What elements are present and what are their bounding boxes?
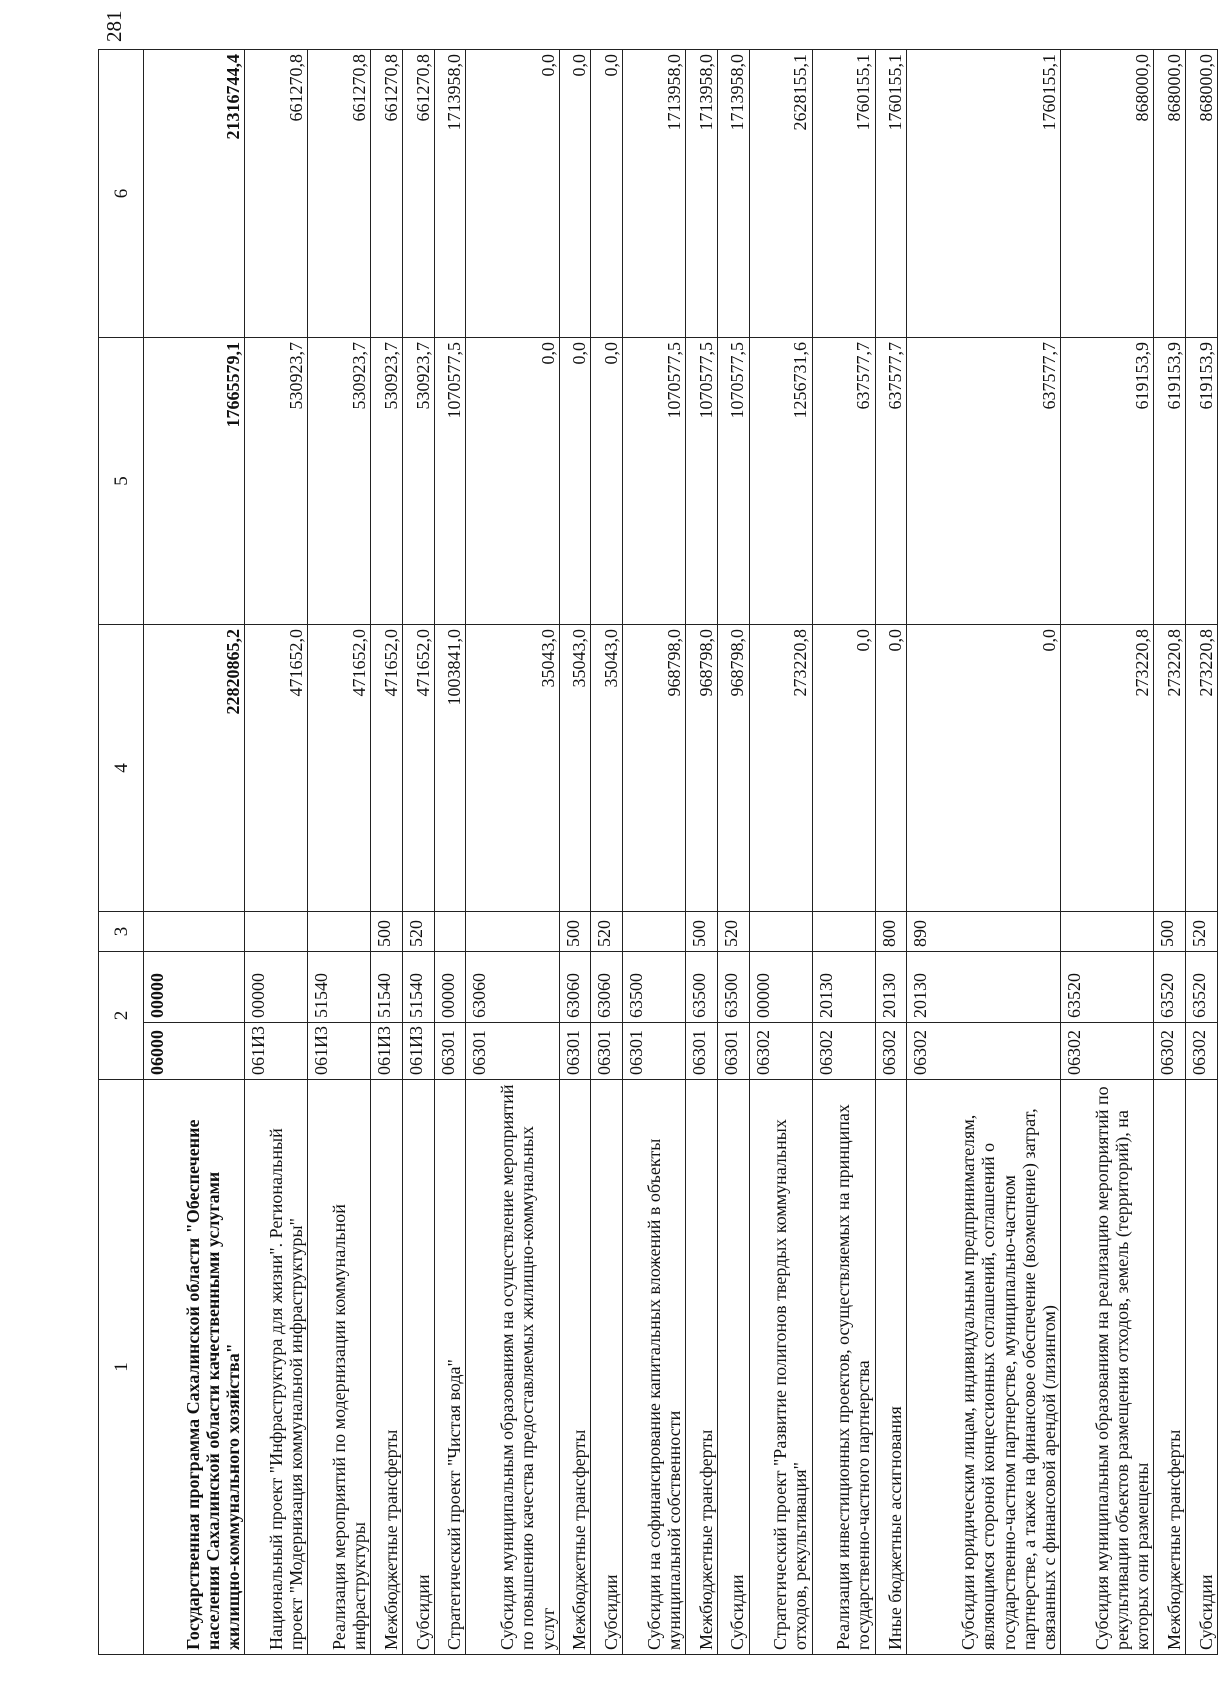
budget-table <box>98 49 1218 1655</box>
page-number: 281 <box>102 10 126 42</box>
row-code-direction: 63520 <box>1061 952 1154 1023</box>
row-value-col6: 2628155,1 <box>749 50 812 338</box>
table-row <box>144 50 245 1655</box>
row-name: Межбюджетные трансферты <box>1154 1080 1186 1655</box>
row-value-col4: 0,0 <box>812 625 875 912</box>
row-value-col5: 530923,7 <box>245 338 308 625</box>
header-col-3: 3 <box>99 912 144 952</box>
row-code-direction: 20130 <box>907 952 1061 1023</box>
row-expense-type: 520 <box>717 912 749 952</box>
table-row <box>875 50 907 1655</box>
row-value-col5: 530923,7 <box>371 338 403 625</box>
row-value-col4: 35043,0 <box>591 625 623 912</box>
row-value-col6: 868000,0 <box>1186 50 1218 338</box>
row-value-col5: 619153,9 <box>1186 338 1218 625</box>
header-col-1: 1 <box>99 1080 144 1655</box>
row-code-direction: 00000 <box>245 952 308 1023</box>
row-value-col4: 968798,0 <box>717 625 749 912</box>
row-name: Субсидии <box>403 1080 435 1655</box>
table-row <box>434 50 466 1655</box>
row-value-col5: 17665579,1 <box>144 338 245 625</box>
header-col-6: 6 <box>99 50 144 338</box>
row-expense-type: 500 <box>686 912 718 952</box>
row-value-col5: 637577,7 <box>907 338 1061 625</box>
row-value-col5: 1256731,6 <box>749 338 812 625</box>
row-code-direction: 63060 <box>466 952 559 1023</box>
table-row <box>686 50 718 1655</box>
table-row <box>1061 50 1154 1655</box>
row-code-program: 06301 <box>717 1023 749 1080</box>
row-value-col4: 273220,8 <box>1061 625 1154 912</box>
row-value-col6: 1713958,0 <box>434 50 466 338</box>
table-row <box>403 50 435 1655</box>
row-value-col5: 530923,7 <box>308 338 371 625</box>
row-code-program: 061И3 <box>308 1023 371 1080</box>
row-value-col4: 968798,0 <box>623 625 686 912</box>
row-code-program: 06301 <box>591 1023 623 1080</box>
row-expense-type: 500 <box>371 912 403 952</box>
row-value-col4: 273220,8 <box>1186 625 1218 912</box>
row-expense-type <box>1061 912 1154 952</box>
table-row <box>717 50 749 1655</box>
row-code-direction: 63520 <box>1186 952 1218 1023</box>
table-row <box>559 50 591 1655</box>
row-value-col6: 21316744,4 <box>144 50 245 338</box>
row-name: Субсидия муниципальным образованиям на осуществление мероприятий по повышению качества предоставляемых жилищно-коммунальных услуг <box>466 1080 559 1655</box>
row-expense-type <box>749 912 812 952</box>
row-code-program: 06000 <box>144 1023 245 1080</box>
row-expense-type: 890 <box>907 912 1061 952</box>
row-code-direction: 00000 <box>144 952 245 1023</box>
header-row <box>99 50 144 1655</box>
row-code-direction: 00000 <box>434 952 466 1023</box>
row-name: Субсидии <box>591 1080 623 1655</box>
row-value-col6: 661270,8 <box>245 50 308 338</box>
header-col-5: 5 <box>99 338 144 625</box>
row-value-col6: 1713958,0 <box>686 50 718 338</box>
row-code-program: 06302 <box>1186 1023 1218 1080</box>
row-name: Субсидия муниципальным образованиям на реализацию мероприятий по рекультивации объектов размещения отходов, земель (территорий), на которых они размещены <box>1061 1080 1154 1655</box>
row-code-program: 06302 <box>1061 1023 1154 1080</box>
row-code-program: 06302 <box>875 1023 907 1080</box>
row-expense-type <box>245 912 308 952</box>
row-value-col6: 1713958,0 <box>717 50 749 338</box>
row-code-direction: 63500 <box>717 952 749 1023</box>
row-code-direction: 51540 <box>403 952 435 1023</box>
row-name: Стратегический проект "Развитие полигонов твердых коммунальных отходов, рекультивация" <box>749 1080 812 1655</box>
row-name: Межбюджетные трансферты <box>559 1080 591 1655</box>
row-code-program: 061И3 <box>403 1023 435 1080</box>
row-expense-type: 500 <box>559 912 591 952</box>
row-value-col4: 273220,8 <box>749 625 812 912</box>
row-name: Субсидии <box>717 1080 749 1655</box>
row-value-col6: 0,0 <box>466 50 559 338</box>
row-value-col6: 661270,8 <box>308 50 371 338</box>
table-row <box>466 50 559 1655</box>
row-expense-type: 520 <box>403 912 435 952</box>
row-value-col4: 0,0 <box>907 625 1061 912</box>
row-value-col6: 1760155,1 <box>875 50 907 338</box>
table-row <box>371 50 403 1655</box>
row-code-direction: 63500 <box>623 952 686 1023</box>
row-code-program: 06301 <box>466 1023 559 1080</box>
row-expense-type <box>812 912 875 952</box>
row-value-col5: 1070577,5 <box>434 338 466 625</box>
header-col-4: 4 <box>99 625 144 912</box>
row-expense-type: 520 <box>591 912 623 952</box>
row-value-col5: 0,0 <box>559 338 591 625</box>
row-code-program: 06301 <box>434 1023 466 1080</box>
row-value-col4: 1003841,0 <box>434 625 466 912</box>
row-value-col6: 0,0 <box>559 50 591 338</box>
row-name: Стратегический проект "Чистая вода" <box>434 1080 466 1655</box>
row-value-col5: 619153,9 <box>1061 338 1154 625</box>
row-value-col6: 661270,8 <box>403 50 435 338</box>
table-row <box>749 50 812 1655</box>
row-code-direction: 63500 <box>686 952 718 1023</box>
row-code-direction: 51540 <box>371 952 403 1023</box>
row-code-program: 06302 <box>907 1023 1061 1080</box>
row-value-col4: 35043,0 <box>559 625 591 912</box>
row-code-direction: 00000 <box>749 952 812 1023</box>
row-code-direction: 63060 <box>559 952 591 1023</box>
table-row <box>907 50 1061 1655</box>
row-code-program: 06301 <box>559 1023 591 1080</box>
row-code-direction: 20130 <box>812 952 875 1023</box>
row-name: Субсидии юридическим лицам, индивидуальным предпринимателям, являющимся стороной концессионных соглашений, соглашений о государственно-частном партнерстве, муниципально-частном партнерстве, а также на финансовое обеспечение (возмещение) затрат, связанных с финансовой арендой (лизингом) <box>907 1080 1061 1655</box>
row-value-col5: 1070577,5 <box>717 338 749 625</box>
table-row <box>1154 50 1186 1655</box>
rotated-page <box>98 10 1218 1655</box>
row-value-col5: 637577,7 <box>875 338 907 625</box>
row-value-col4: 471652,0 <box>403 625 435 912</box>
row-value-col5: 637577,7 <box>812 338 875 625</box>
table-row <box>591 50 623 1655</box>
row-name: Межбюджетные трансферты <box>686 1080 718 1655</box>
row-code-direction: 20130 <box>875 952 907 1023</box>
row-expense-type: 520 <box>1186 912 1218 952</box>
row-expense-type <box>434 912 466 952</box>
row-name: Субсидии <box>1186 1080 1218 1655</box>
table-row <box>1186 50 1218 1655</box>
row-value-col6: 0,0 <box>591 50 623 338</box>
row-value-col5: 530923,7 <box>403 338 435 625</box>
row-name: Субсидии на софинансирование капитальных вложений в объекты муниципальной собственности <box>623 1080 686 1655</box>
table-row <box>623 50 686 1655</box>
row-value-col5: 1070577,5 <box>686 338 718 625</box>
row-value-col6: 1713958,0 <box>623 50 686 338</box>
row-name: Межбюджетные трансферты <box>371 1080 403 1655</box>
row-value-col6: 868000,0 <box>1061 50 1154 338</box>
row-value-col4: 0,0 <box>875 625 907 912</box>
row-code-program: 061И3 <box>371 1023 403 1080</box>
row-value-col5: 619153,9 <box>1154 338 1186 625</box>
table-row <box>245 50 308 1655</box>
row-value-col6: 661270,8 <box>371 50 403 338</box>
row-value-col4: 273220,8 <box>1154 625 1186 912</box>
row-value-col4: 22820865,2 <box>144 625 245 912</box>
table-row <box>812 50 875 1655</box>
row-name: Национальный проект "Инфраструктура для жизни". Региональный проект "Модернизация коммунальной инфраструктуры" <box>245 1080 308 1655</box>
table-row <box>308 50 371 1655</box>
row-value-col4: 968798,0 <box>686 625 718 912</box>
row-code-direction: 51540 <box>308 952 371 1023</box>
row-name: Реализация мероприятий по модернизации коммунальной инфраструктуры <box>308 1080 371 1655</box>
row-value-col4: 471652,0 <box>308 625 371 912</box>
row-name: Иные бюджетные ассигнования <box>875 1080 907 1655</box>
row-expense-type <box>144 912 245 952</box>
row-name: Государственная программа Сахалинской области "Обеспечение населения Сахалинской области качественными услугами жилищно-коммунального хозяйства" <box>144 1080 245 1655</box>
row-expense-type <box>308 912 371 952</box>
row-code-direction: 63520 <box>1154 952 1186 1023</box>
row-value-col4: 471652,0 <box>371 625 403 912</box>
header-col-2: 2 <box>99 952 144 1080</box>
row-value-col5: 0,0 <box>466 338 559 625</box>
row-expense-type: 500 <box>1154 912 1186 952</box>
row-code-program: 06302 <box>1154 1023 1186 1080</box>
row-code-program: 06302 <box>812 1023 875 1080</box>
row-value-col6: 1760155,1 <box>812 50 875 338</box>
row-code-direction: 63060 <box>591 952 623 1023</box>
row-expense-type: 800 <box>875 912 907 952</box>
row-expense-type <box>466 912 559 952</box>
row-code-program: 061И3 <box>245 1023 308 1080</box>
row-code-program: 06302 <box>749 1023 812 1080</box>
row-code-program: 06301 <box>686 1023 718 1080</box>
row-value-col4: 35043,0 <box>466 625 559 912</box>
row-value-col6: 1760155,1 <box>907 50 1061 338</box>
row-code-program: 06301 <box>623 1023 686 1080</box>
row-name: Реализация инвестиционных проектов, осуществляемых на принципах государственно-частного партнерства <box>812 1080 875 1655</box>
row-value-col4: 471652,0 <box>245 625 308 912</box>
row-value-col5: 1070577,5 <box>623 338 686 625</box>
row-expense-type <box>623 912 686 952</box>
row-value-col6: 868000,0 <box>1154 50 1186 338</box>
row-value-col5: 0,0 <box>591 338 623 625</box>
